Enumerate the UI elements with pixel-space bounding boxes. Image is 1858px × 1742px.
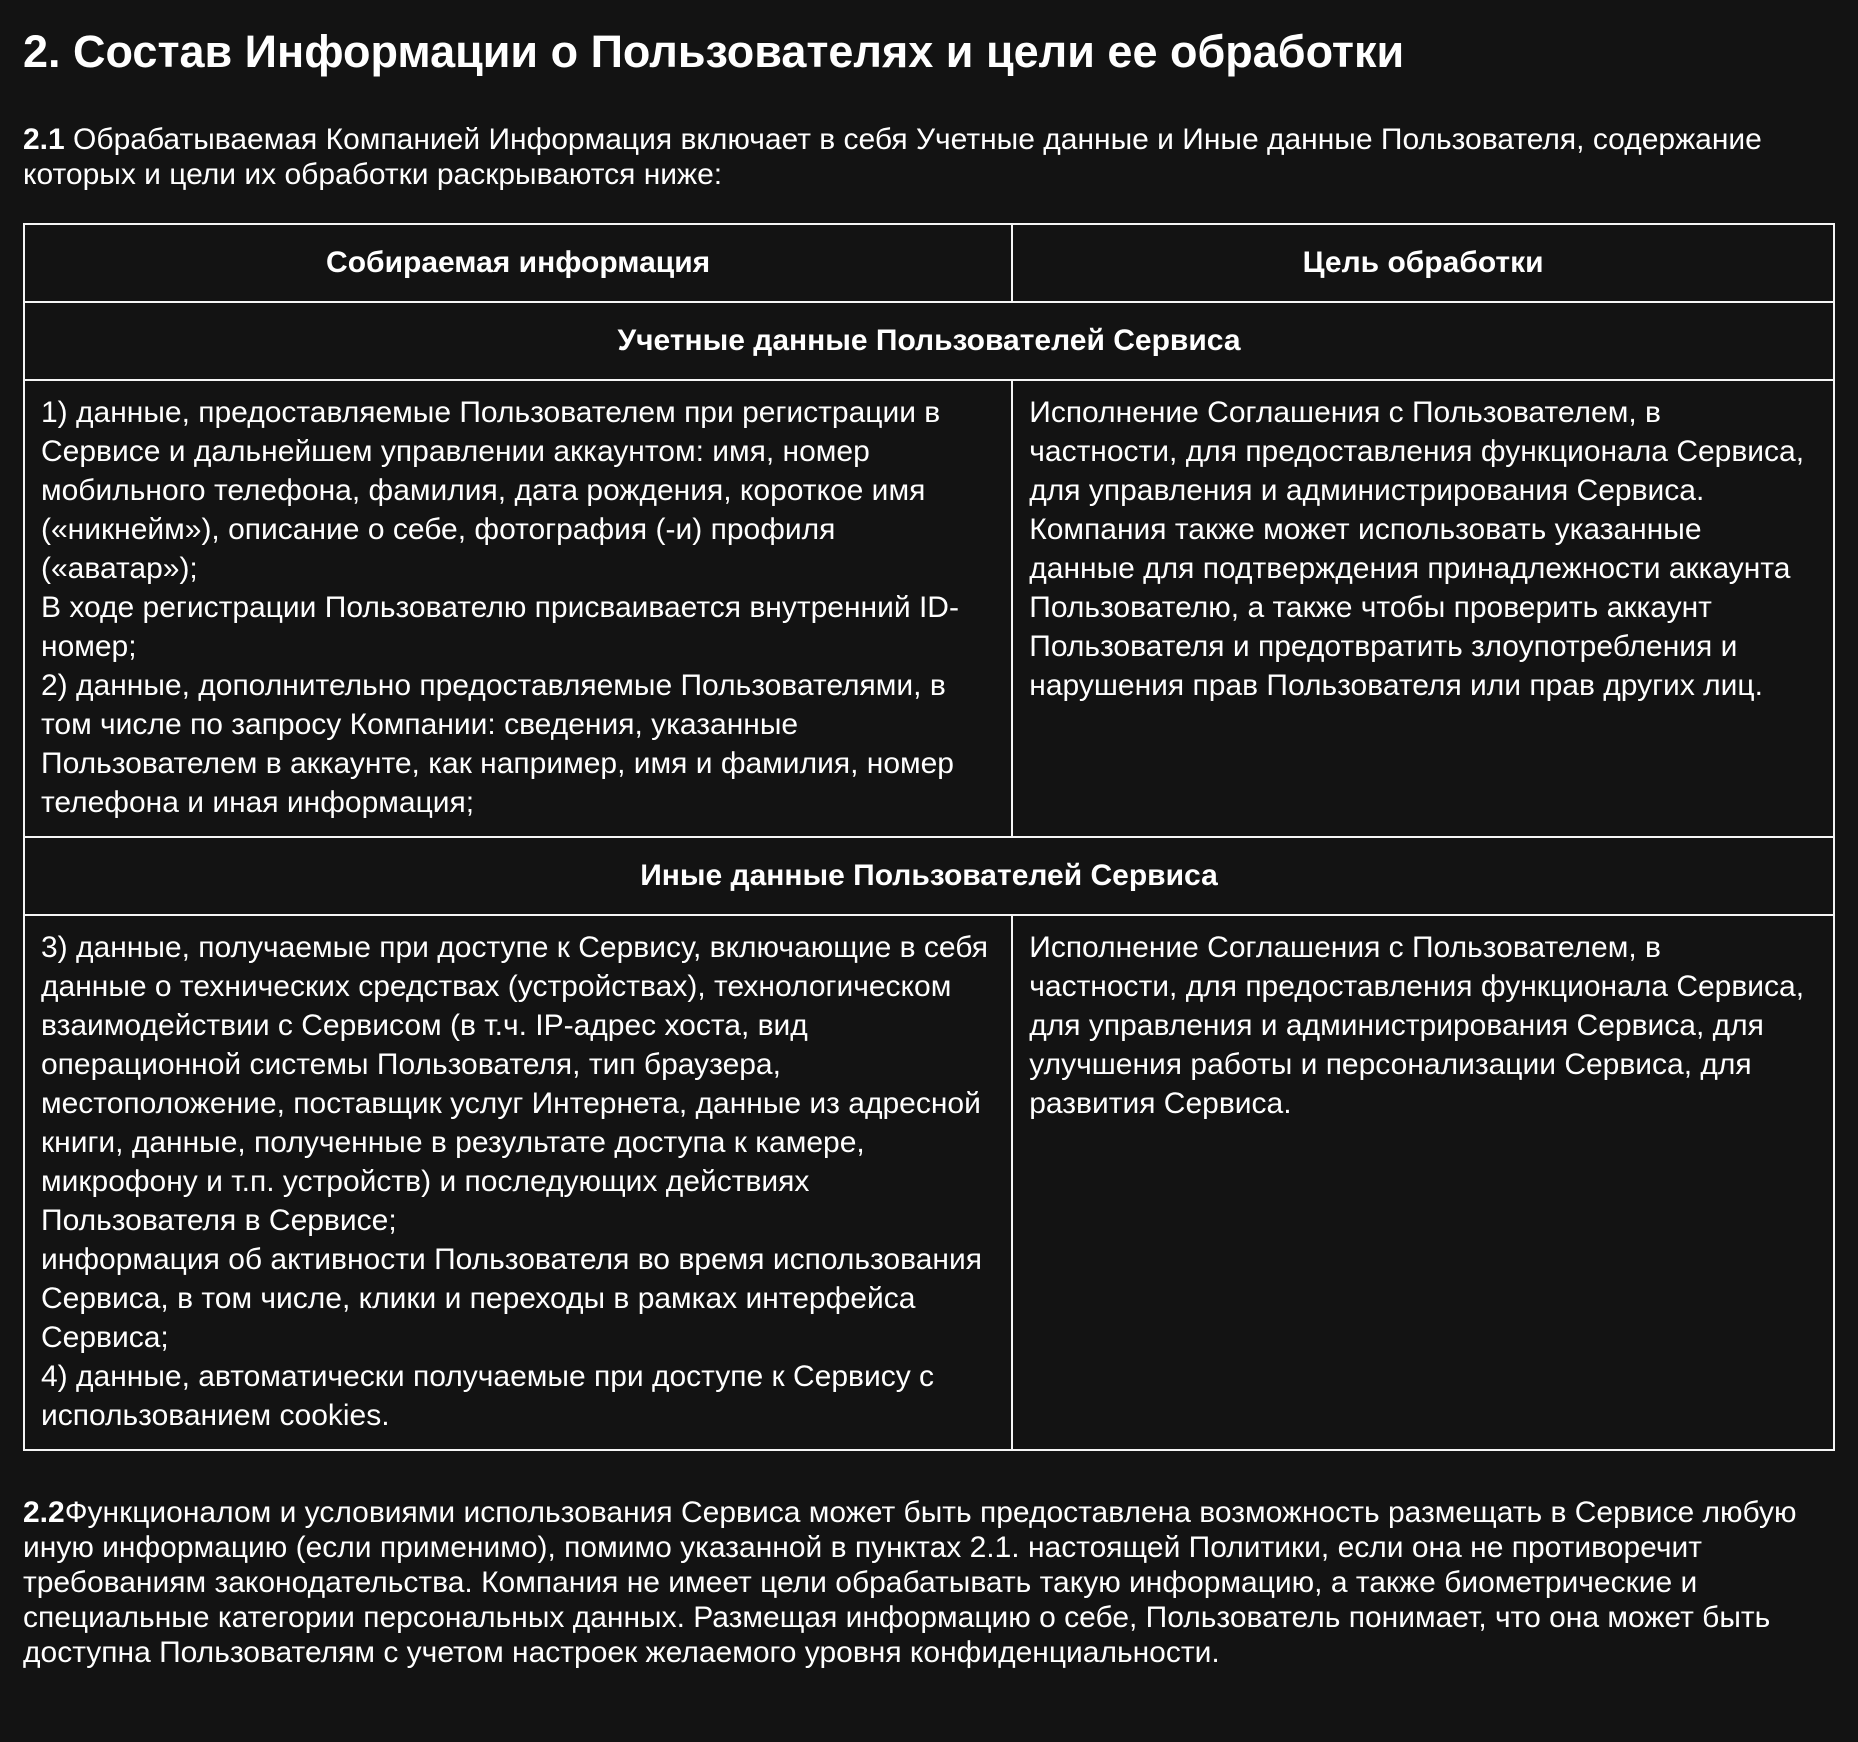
clause-2-2-text: Функционалом и условиями использования Сервиса может быть предоставлена возможность размещать в Сервисе любую иную информацию (если применимо), помимо указанной в пунктах 2.1. настоящей Политики, если она не противоречит требованиям законодательства. Компания не имеет цели обрабатывать такую информацию, а также биометрические и специальные категории персональных данных. Размещая информацию о себе, Пользователь понимает, что она может быть доступна Пользователям с учетом настроек желаемого уровня конфиденциальности. [23, 1495, 1797, 1669]
clause-2-1-number: 2.1 [23, 122, 65, 156]
collected-item-1: 1) данные, предоставляемые Пользователем при регистрации в Сервисе и дальнейшем управлении аккаунтом: имя, номер мобильного телефона, фамилия, дата рождения, короткое имя («никнейм»), описание о себе, фотография (-и) профиля («аватар»); [41, 395, 941, 585]
column-header-processing-purpose: Цель обработки [1012, 224, 1834, 302]
cell-collected-account-data [24, 380, 1012, 837]
column-header-collected-info: Собираемая информация [24, 224, 1012, 302]
collected-item-4: 4) данные, автоматически получаемые при доступе к Сервису с использованием cookies. [41, 1359, 935, 1432]
clause-2-2-number: 2.2 [23, 1495, 65, 1529]
user-data-table [23, 223, 1835, 1451]
collected-item-id-note: В ходе регистрации Пользователю присваивается внутренний ID-номер; [41, 590, 959, 663]
table-row-account-data [24, 380, 1834, 837]
purpose-text-account-data: Исполнение Соглашения с Пользователем, в частности, для предоставления функционала Сервиса, для управления и администрирования Сервиса. Компания также может использовать указанные данные для подтверждения принадлежности аккаунта Пользователю, а также чтобы проверить аккаунт Пользователя и предотвратить злоупотребления и нарушения прав Пользователя или прав других лиц. [1029, 395, 1805, 702]
cell-collected-other-data [24, 915, 1012, 1450]
collected-item-3: 3) данные, получаемые при доступе к Сервису, включающие в себя данные о технических средствах (устройствах), технологическом взаимодействии с Сервисом (в т.ч. IP-адрес хоста, вид операционной системы Пользователя, тип браузера, местоположение, поставщик услуг Интернета, данные из адресной книги, данные, полученные в результате доступа к камере, микрофону и т.п. устройств) и последующих действиях Пользователя в Сервисе; [41, 930, 989, 1237]
cell-purpose-account-data [1012, 380, 1834, 837]
clause-2-2 [23, 1495, 1835, 1670]
clause-2-1-text: Обрабатываемая Компанией Информация включает в себя Учетные данные и Иные данные Пользователя, содержание которых и цели их обработки раскрываются ниже: [23, 122, 1762, 191]
section-title-other-data: Иные данные Пользователей Сервиса [24, 837, 1834, 915]
collected-item-2: 2) данные, дополнительно предоставляемые Пользователями, в том числе по запросу Компании: сведения, указанные Пользователем в аккаунте, как например, имя и фамилия, номер телефона и иная информация; [41, 668, 954, 819]
table-header-row [24, 224, 1834, 302]
section-title-row-account-data [24, 302, 1834, 380]
clause-2-1 [23, 122, 1835, 192]
purpose-text-other-data: Исполнение Соглашения с Пользователем, в частности, для предоставления функционала Сервиса, для управления и администрирования Сервиса, для улучшения работы и персонализации Сервиса, для развития Сервиса. [1029, 930, 1805, 1120]
collected-item-activity: информация об активности Пользователя во время использования Сервиса, в том числе, клики и переходы в рамках интерфейса Сервиса; [41, 1242, 982, 1354]
section-title-row-other-data [24, 837, 1834, 915]
section-heading: 2. Состав Информации о Пользователях и цели ее обработки [23, 26, 1405, 77]
cell-purpose-other-data [1012, 915, 1834, 1450]
section-title-account-data: Учетные данные Пользователей Сервиса [24, 302, 1834, 380]
table-row-other-data [24, 915, 1834, 1450]
